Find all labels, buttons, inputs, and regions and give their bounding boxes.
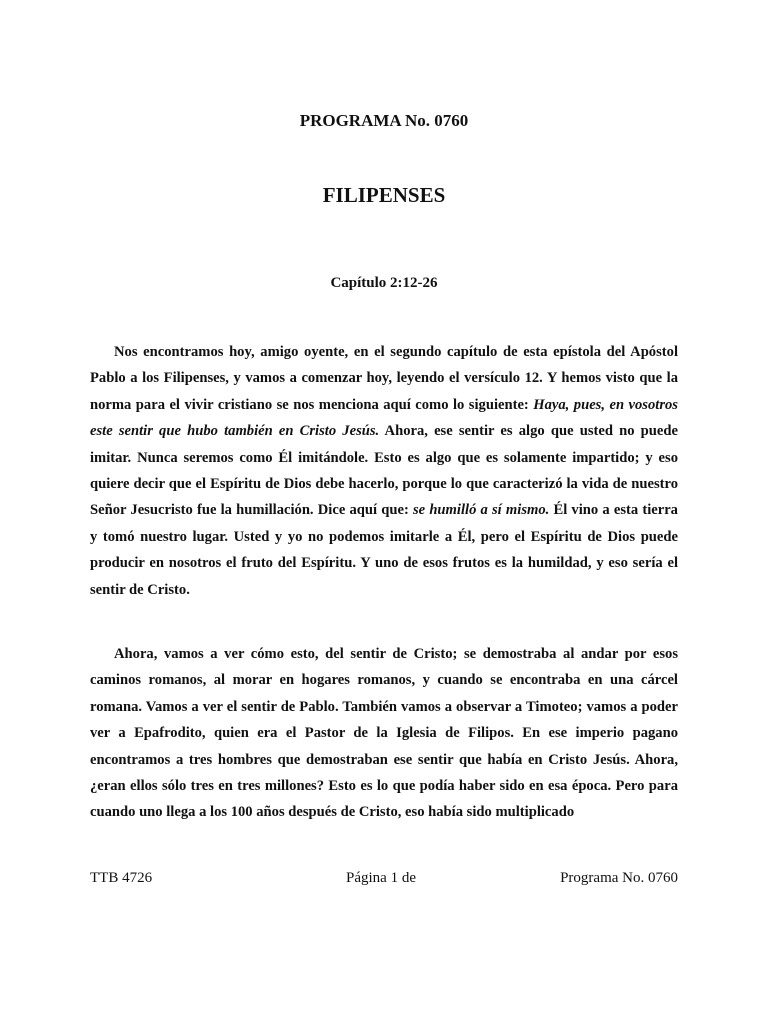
program-heading: PROGRAMA No. 0760 — [299, 111, 469, 130]
footer-program: Programa No. 0760 — [560, 870, 678, 886]
paragraph-1 — [90, 339, 678, 603]
paragraph-1-part-1: Nos encontramos hoy, amigo oyente, en el segundo capítulo de esta epístola del Apóstol Pablo a los Filipenses, y vamos a comenzar hoy, leyendo el versículo 12. Y hemos visto que la norma para el vivir cristiano se nos menciona aquí como lo siguiente: — [90, 344, 678, 413]
scripture-quote-2: se humilló a sí mismo. — [412, 502, 550, 519]
footer-page-number: Página 1 de — [346, 870, 416, 886]
book-title: FILIPENSES — [322, 183, 446, 207]
paragraph-1-part-3: Él vino a esta tierra y tomó nuestro lugar. Usted y yo no podemos imitarle a Él, pero el Espíritu de Dios puede producir en nosotros el fruto del Espíritu. Y uno de esos frutos es la humildad, y eso sería el sentir de Cristo. — [90, 502, 678, 598]
paragraph-1-text — [90, 339, 678, 603]
footer-code: TTB 4726 — [90, 870, 153, 886]
chapter-reference: Capítulo 2:12-26 — [330, 275, 438, 291]
paragraph-2-text: Ahora, vamos a ver cómo esto, del sentir de Cristo; se demostraba al andar por esos caminos romanos, al morar en hogares romanos, y cuando se encontraba en una cárcel romana. Vamos a ver el sentir de Pablo. También vamos a observar a Timoteo; vamos a poder ver a Epafrodito, quien era el Pastor de la Iglesia de Filipos. En ese imperio pagano encontramos a tres hombres que demostraban ese sentir que había en Cristo Jesús. Ahora, ¿eran ellos sólo tres en tres millones? Esto es lo que podía haber sido en esa época. Pero para cuando uno llega a los 100 años después de Cristo, eso había sido multiplicado — [90, 646, 678, 821]
paragraph-2 — [90, 641, 678, 826]
scripture-quote-1: Haya, pues, en vosotros este sentir que hubo también en Cristo Jesús. — [90, 396, 678, 440]
paragraph-1-part-2: Ahora, ese sentir es algo que usted no puede imitar. Nunca seremos como Él imitándole. Esto es algo que es solamente impartido; y eso quiere decir que el Espíritu de Dios debe hacerlo, porque lo que caracterizó la vida de nuestro Señor Jesucristo fue la humillación. Dice aquí que: — [90, 423, 678, 519]
